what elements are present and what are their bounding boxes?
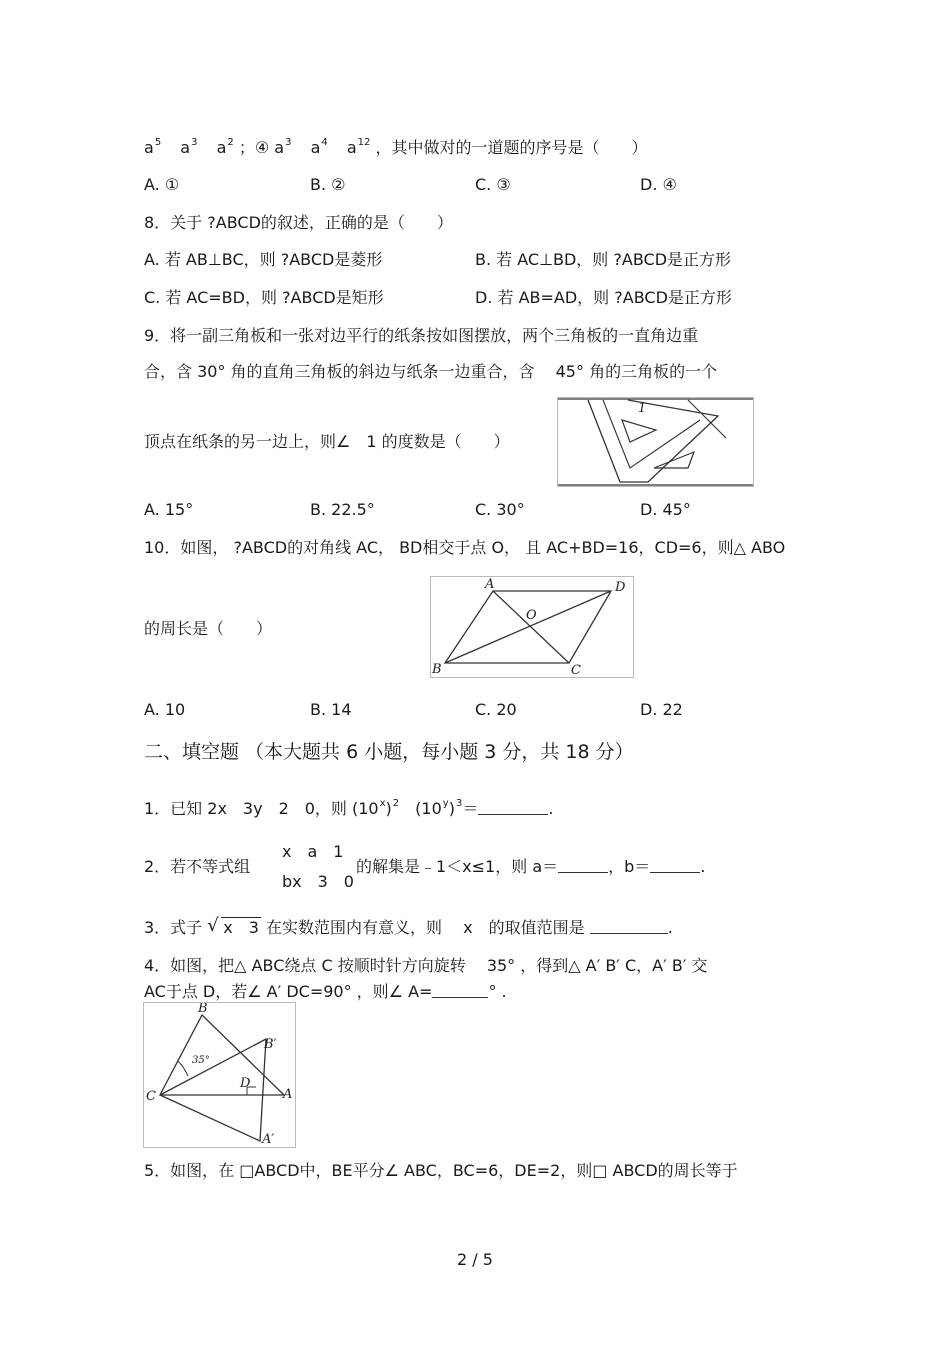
fill-3: 3．式子 √ x 3 在实数范围内有意义，则 x 的取值范围是 . [144, 915, 673, 937]
q7-option-d: D. ④ [640, 175, 677, 194]
fill-4-label-d: D [240, 1076, 251, 1091]
q8-option-c: C. 若 AC=BD，则 ?ABCD是矩形 [144, 288, 384, 307]
q10-option-d: D. 22 [640, 700, 683, 719]
q10-label-d: D [615, 580, 626, 595]
fill-4-label-c: C [146, 1089, 156, 1104]
fill-4-figure [143, 1002, 296, 1148]
fill-2-blank-b[interactable] [650, 857, 700, 873]
fill-4-label-b-prime: B′ [264, 1037, 277, 1052]
q10-label-c: C [571, 663, 581, 677]
q9-angle-label: 1 [638, 401, 647, 416]
fill-2-post: 的解集是﹣1＜x≤1，则 a＝ ，b＝ . [356, 857, 706, 876]
q9-line-1: 9．将一副三角板和一张对边平行的纸条按如图摆放，两个三角板的一直角边重 [144, 326, 699, 345]
fill-1: 1．已知 2x 3y 2 0，则 $(10^x)^2$ $(10^y)^3=$ . [144, 798, 554, 818]
q9-line-3: 顶点在纸条的另一边上，则∠ 1 的度数是（ ） [144, 432, 510, 451]
fill-4-line-1: 4．如图，把△ ABC绕点 C 按顺时针方向旋转 35° ，得到△ A′ B′ C，A′ B′ 交 [144, 956, 708, 975]
q10-label-b: B [432, 662, 442, 677]
fill-4-label-b: B [198, 1003, 208, 1016]
fill-4-label-a-prime: A′ [262, 1132, 275, 1147]
q10-option-b: B. 14 [310, 700, 352, 719]
q10-line-2: 的周长是（ ） [144, 619, 273, 638]
q8-stem: 8．关于 ?ABCD的叙述，正确的是（ ） [144, 213, 453, 232]
q7-option-c: C. ③ [475, 175, 511, 194]
fill-2-system-row-2: bx 3 0 [282, 872, 354, 891]
section-2-heading: 二、填空题 （本大题共 6 小题，每小题 3 分，共 18 分） [144, 741, 634, 763]
fill-4-blank[interactable] [432, 982, 488, 998]
fill-5-line: 5．如图，在 □ABCD中，BE平分∠ ABC，BC=6，DE=2，则□ ABCD的周长等于 [144, 1161, 738, 1180]
q10-line-1: 10．如图， ?ABCD的对角线 AC， BD相交于点 O， 且 AC+BD=16，CD=6，则△ ABO [144, 538, 786, 557]
fill-4-line-2: AC于点 D，若∠ A′ DC=90° ，则∠ A= ° . [144, 982, 507, 1001]
q9-option-a: A. 15° [144, 500, 194, 519]
q9-figure [557, 397, 754, 487]
fill-4-angle-label: 35° [192, 1055, 210, 1066]
fill-1-blank[interactable] [478, 799, 548, 815]
q7-option-a: A. ① [144, 175, 180, 194]
q9-line-2: 合，含 30° 角的直角三角板的斜边与纸条一边重合，含 45° 角的三角板的一个 [144, 362, 718, 381]
fill-4-label-a: A [283, 1087, 293, 1102]
q8-option-b: B. 若 AC⊥BD，则 ?ABCD是正方形 [475, 250, 732, 269]
q10-label-o: O [526, 608, 537, 623]
q10-figure [430, 576, 634, 678]
q10-option-c: C. 20 [475, 700, 517, 719]
fill-2-blank-a[interactable] [558, 857, 608, 873]
page-number: 2 / 5 [457, 1250, 493, 1269]
q9-option-d: D. 45° [640, 500, 691, 519]
q9-option-b: B. 22.5° [310, 500, 375, 519]
q10-option-a: A. 10 [144, 700, 186, 719]
q9-option-c: C. 30° [475, 500, 525, 519]
fill-3-blank[interactable] [590, 918, 668, 934]
sqrt-expression: √ x 3 [207, 915, 259, 937]
q8-option-a: A. 若 AB⊥BC，则 ?ABCD是菱形 [144, 250, 383, 269]
q10-label-a: A [485, 577, 495, 592]
fill-2-system-row-1: x a 1 [282, 842, 344, 861]
q8-option-d: D. 若 AB=AD，则 ?ABCD是正方形 [475, 288, 732, 307]
fill-2-pre: 2．若不等式组 [144, 857, 251, 876]
q7-line: $a^5$ $a^3$ $a^2$ ；④ $a^3$ $a^4$ $a^{12}$ ，其中做对的一道题的序号是（ ） [144, 137, 648, 157]
q7-option-b: B. ② [310, 175, 346, 194]
